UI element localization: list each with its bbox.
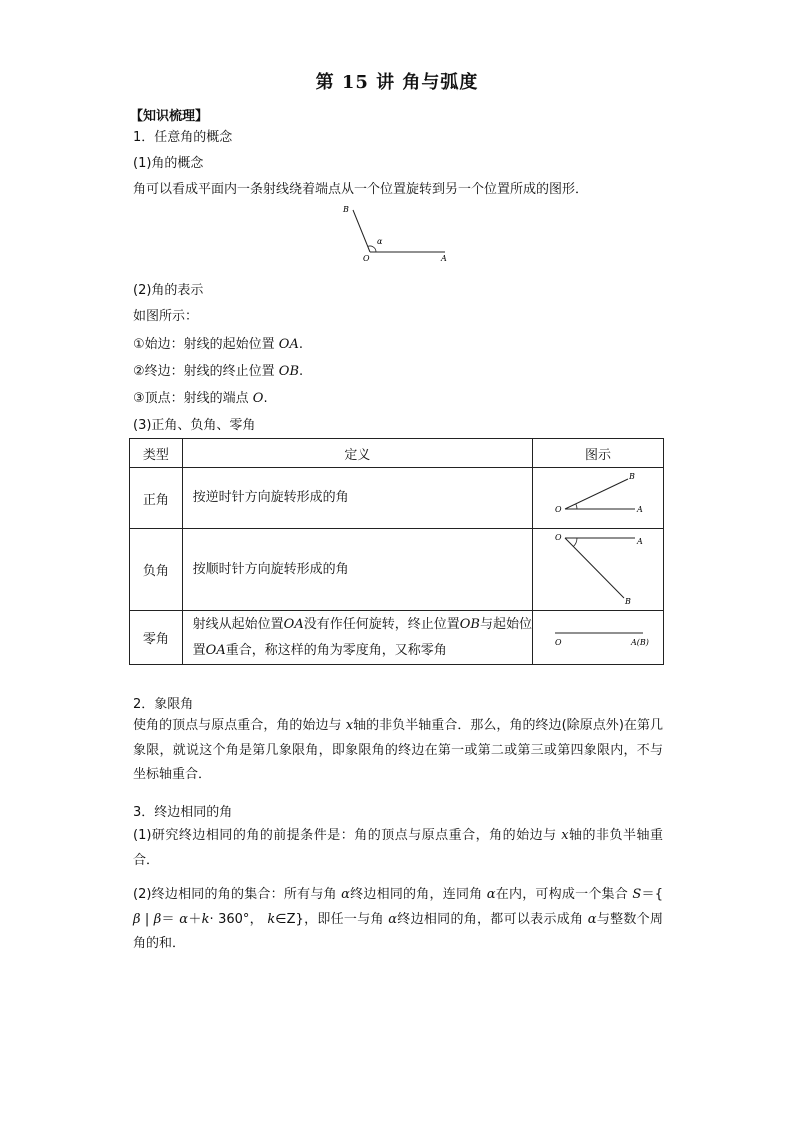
item-vertex: ③顶点：射线的端点 O. xyxy=(133,391,268,406)
fig-positive-cell xyxy=(532,468,663,529)
s1-sub2: (2)角的表示 xyxy=(133,283,204,298)
label-o: O xyxy=(554,505,562,514)
item-terminal-side: ②终边：射线的终止位置 OB. xyxy=(133,364,304,379)
fig-negative-cell xyxy=(532,529,663,611)
label-o: O xyxy=(554,637,562,647)
angle-figure xyxy=(335,200,455,266)
table-row xyxy=(130,529,664,611)
label-ab: A(B) xyxy=(630,637,649,647)
page-title: 第 15 讲 角与弧度 xyxy=(315,72,479,93)
row-type-positive: 正角 xyxy=(130,468,183,529)
s2-heading: 2．象限角 xyxy=(133,697,194,712)
s2-text: 使角的顶点与原点重合，角的始边与 x轴的非负半轴重合．那么，角的终边(除原点外)在第几象限，就说这个角是第几象限角，即象限角的终边在第一或第二或第三或第四象限内，不与坐标轴重合． xyxy=(133,718,663,782)
header-figure: 图示 xyxy=(532,439,663,468)
s1-heading: 1．任意角的概念 xyxy=(133,130,233,145)
label-b: B xyxy=(628,472,635,481)
header-definition: 定义 xyxy=(182,439,532,468)
label-o: O xyxy=(554,532,562,542)
s1-sub2-intro: 如图所示： xyxy=(133,309,199,324)
s1-sub3: (3)正角、负角、零角 xyxy=(133,418,256,433)
table-row xyxy=(130,611,664,665)
row-def-zero: 射线从起始位置OA没有作任何旋转，终止位置OB与起始位置OA重合，称这样的角为零度角，又称零角 xyxy=(182,611,532,665)
label-a: A xyxy=(636,505,643,514)
row-def-positive: 按逆时针方向旋转形成的角 xyxy=(182,468,532,529)
row-type-zero: 零角 xyxy=(130,611,183,665)
label-a: A xyxy=(636,536,643,546)
fig-zero-angle xyxy=(533,618,663,658)
ray-ob xyxy=(353,210,370,252)
label-b: B xyxy=(624,596,631,606)
fig-zero-cell xyxy=(532,611,663,665)
s3-p1: (1)研究终边相同的角的前提条件是：角的顶点与原点重合，角的始边与 x轴的非负半轴重合． xyxy=(133,828,663,868)
table-row xyxy=(130,468,664,529)
table-header-row xyxy=(130,439,664,468)
fig-positive-angle xyxy=(533,469,663,527)
section-header: 【知识梳理】 xyxy=(130,109,209,124)
row-type-negative: 负角 xyxy=(130,529,183,611)
label-b: B xyxy=(343,205,349,214)
label-a: A xyxy=(441,254,447,263)
header-type: 类型 xyxy=(130,439,183,468)
label-alpha: α xyxy=(377,237,383,246)
row-def-negative: 按顺时针方向旋转形成的角 xyxy=(182,529,532,611)
fig-negative-angle xyxy=(533,530,663,610)
angle-types-table xyxy=(129,438,664,665)
s3-p2: (2)终边相同的角的集合：所有与角 α终边相同的角，连同角 α在内，可构成一个集合 S＝{ β | β＝ α＋k· 360°， k∈Z}，即任一与角 α终边相同的角，都可以表示成角 α与整数个周角的和． xyxy=(133,887,663,951)
item-initial-side: ①始边：射线的起始位置 OA. xyxy=(133,337,303,352)
label-o: O xyxy=(363,254,370,263)
s3-heading: 3．终边相同的角 xyxy=(133,805,233,820)
s1-sub1-text: 角可以看成平面内一条射线绕着端点从一个位置旋转到另一个位置所成的图形． xyxy=(133,182,589,197)
s1-sub1: (1)角的概念 xyxy=(133,156,204,171)
